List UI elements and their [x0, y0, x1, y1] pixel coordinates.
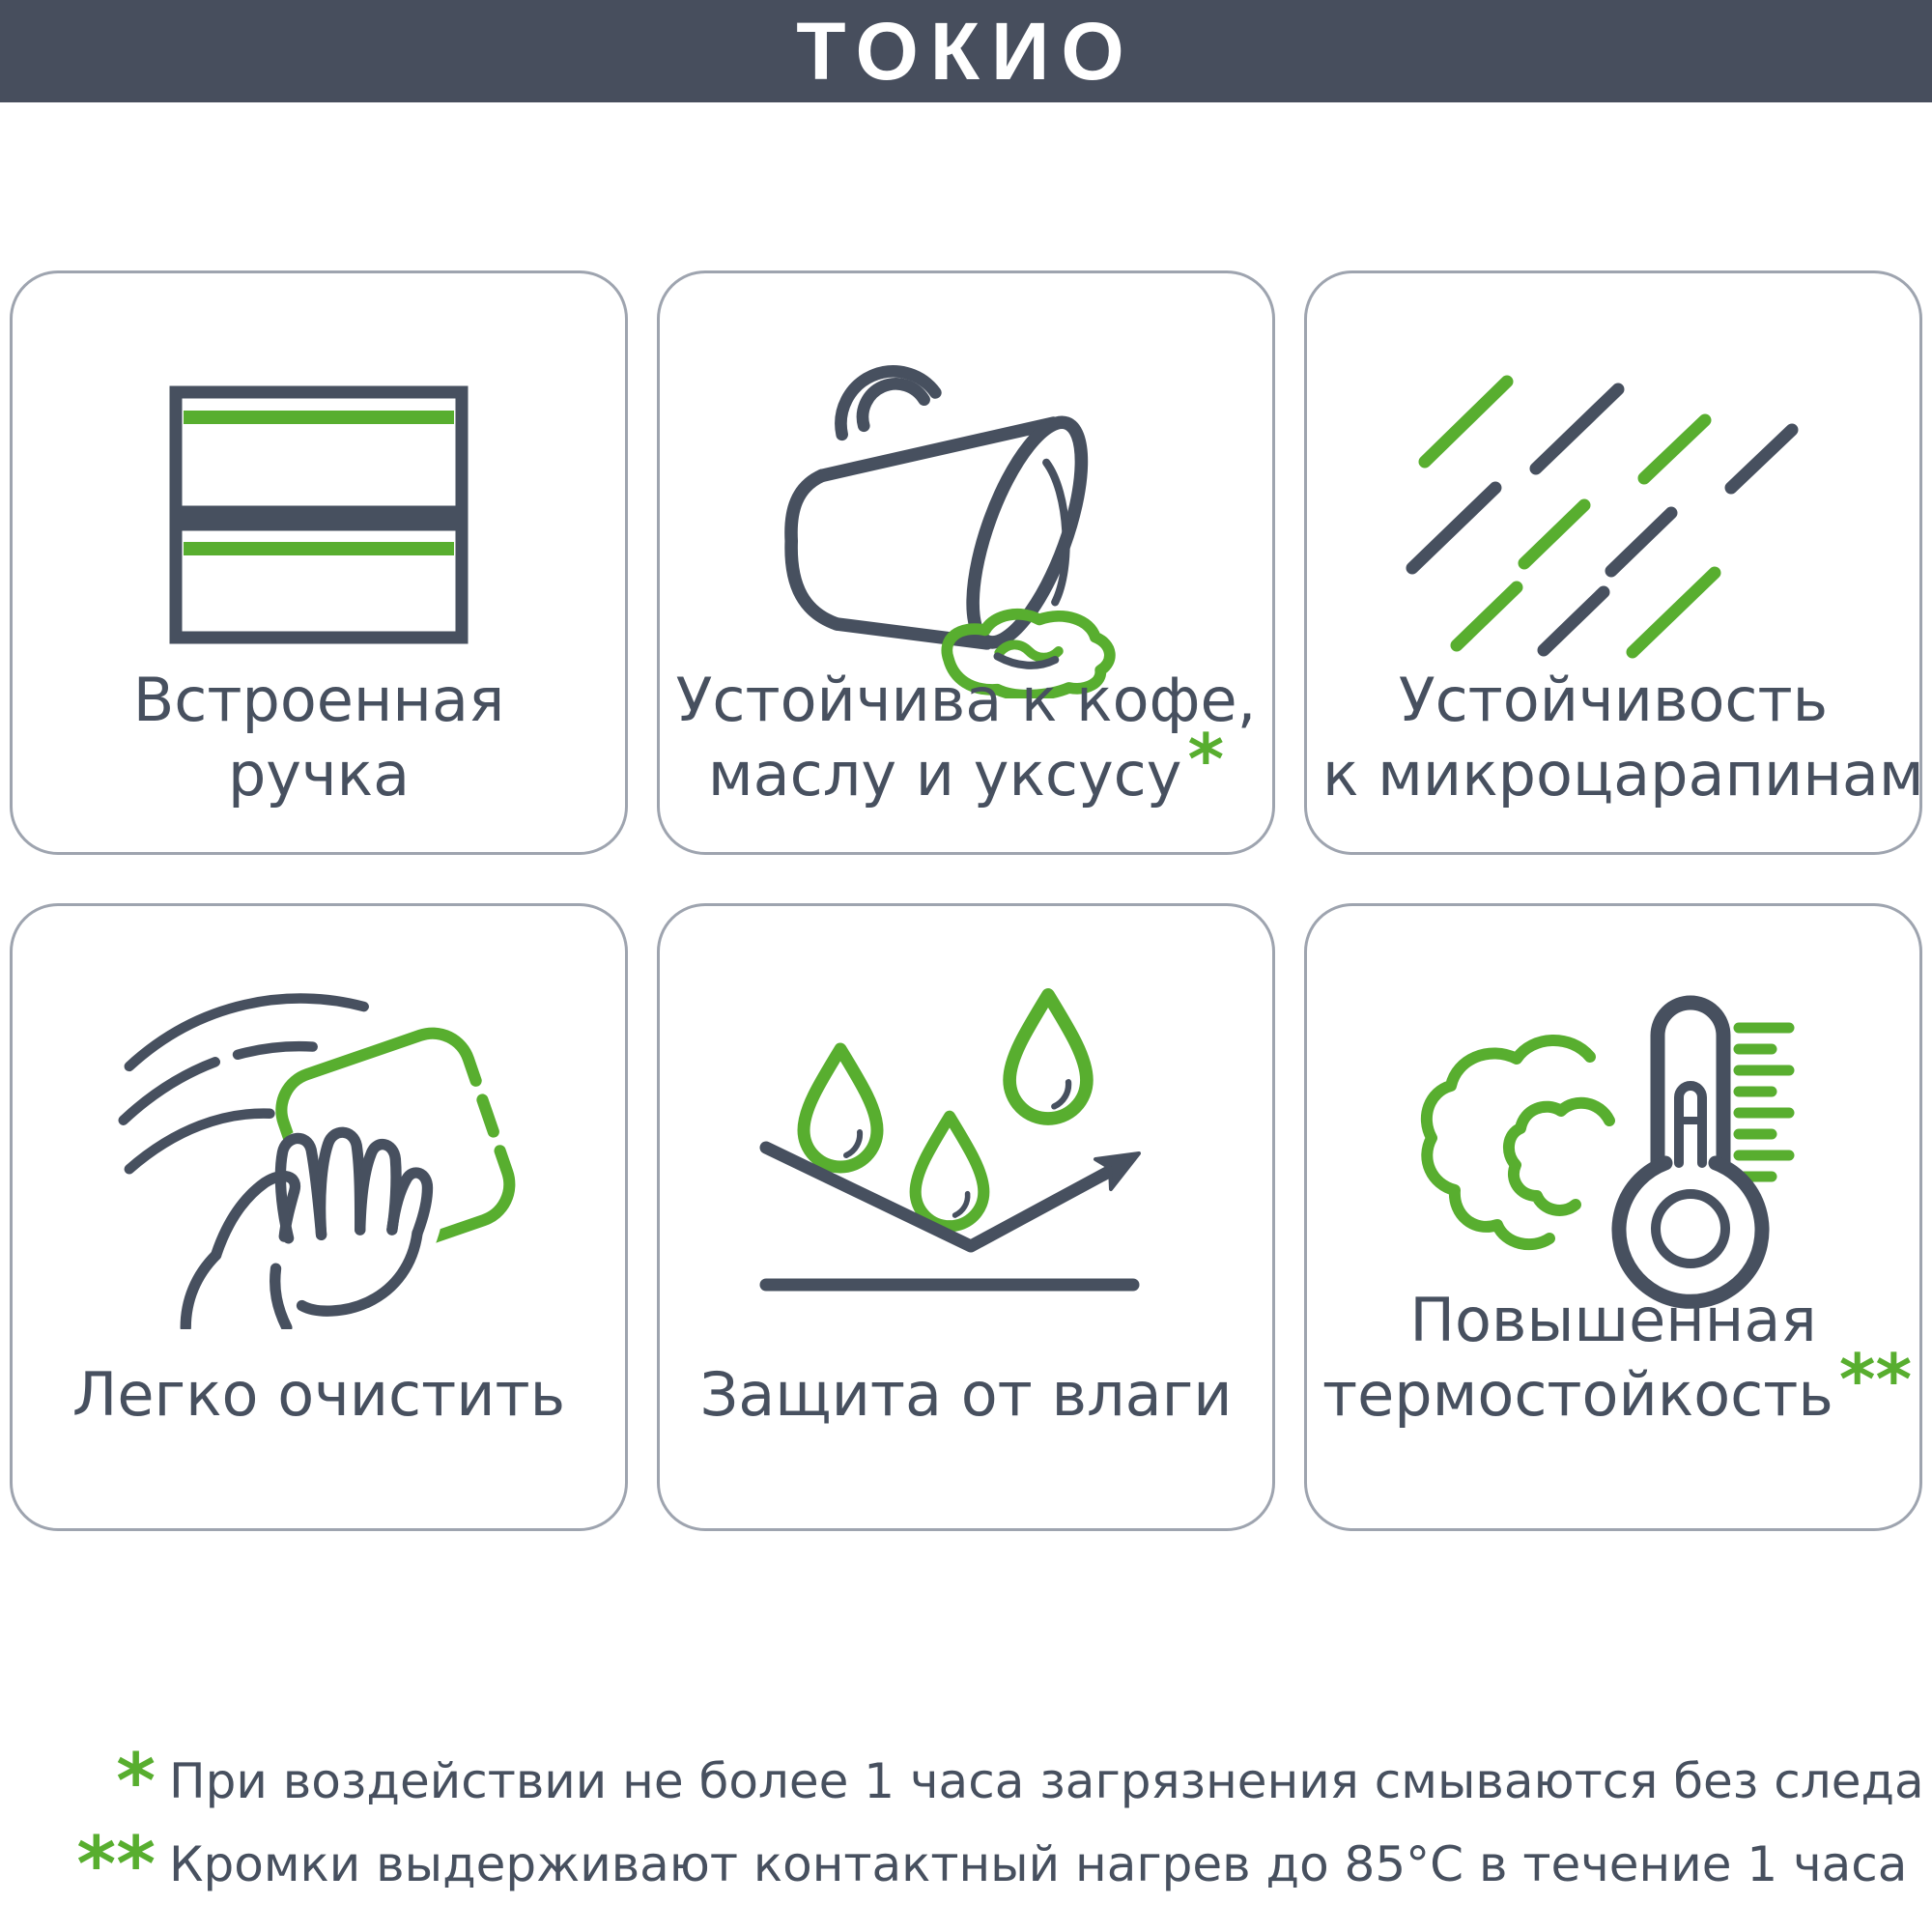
- header-bar: [0, 0, 1932, 102]
- feature-card-moisture-protection: [657, 903, 1275, 1531]
- wiping-hand-icon: [13, 964, 625, 1331]
- feature-card-easy-to-clean: [10, 903, 628, 1531]
- footnote-text: Кромки выдерживают контактный нагрев до 85°С в течение 1 часа: [169, 1836, 1908, 1892]
- feature-label: Защита от влаги: [699, 1359, 1233, 1430]
- footnote-marker-inline: *: [1187, 719, 1225, 800]
- footnote-line: * При воздействии не более 1 часа загрязнения смываются без следа: [116, 1739, 1924, 1826]
- feature-label: Встроенная ручка: [132, 665, 505, 810]
- spilled-cup-icon: [660, 331, 1272, 698]
- feature-card-built-in-handle: [10, 270, 628, 855]
- micro-scratches-icon: [1307, 331, 1919, 698]
- footnote-line: ** Кромки выдерживают контактный нагрев до 85°С в течение 1 часа: [76, 1822, 1908, 1909]
- footnotes: [0, 1739, 1932, 1909]
- thermometer-icon: [1307, 964, 1919, 1331]
- footnote-text: При воздействии не более 1 часа загрязнения смываются без следа: [169, 1753, 1924, 1809]
- feature-label: Устойчивость к микроцарапинам: [1322, 665, 1924, 810]
- drawer-fronts-icon: [13, 331, 625, 698]
- feature-card-stain-resistant: [657, 270, 1275, 855]
- feature-grid: [0, 102, 1932, 1531]
- feature-card-heat-resistant: [1304, 903, 1922, 1531]
- feature-label: Устойчива к кофе, маслу и уксусу*: [675, 665, 1257, 810]
- feature-label: Легко очистить: [71, 1359, 566, 1430]
- water-drops-icon: [660, 964, 1272, 1331]
- feature-label: Повышенная термостойкость**: [1322, 1285, 1913, 1430]
- footnote-marker-inline: **: [1838, 1339, 1913, 1420]
- page-title: ТОКИО: [796, 6, 1136, 97]
- feature-card-scratch-resistant: [1304, 270, 1922, 855]
